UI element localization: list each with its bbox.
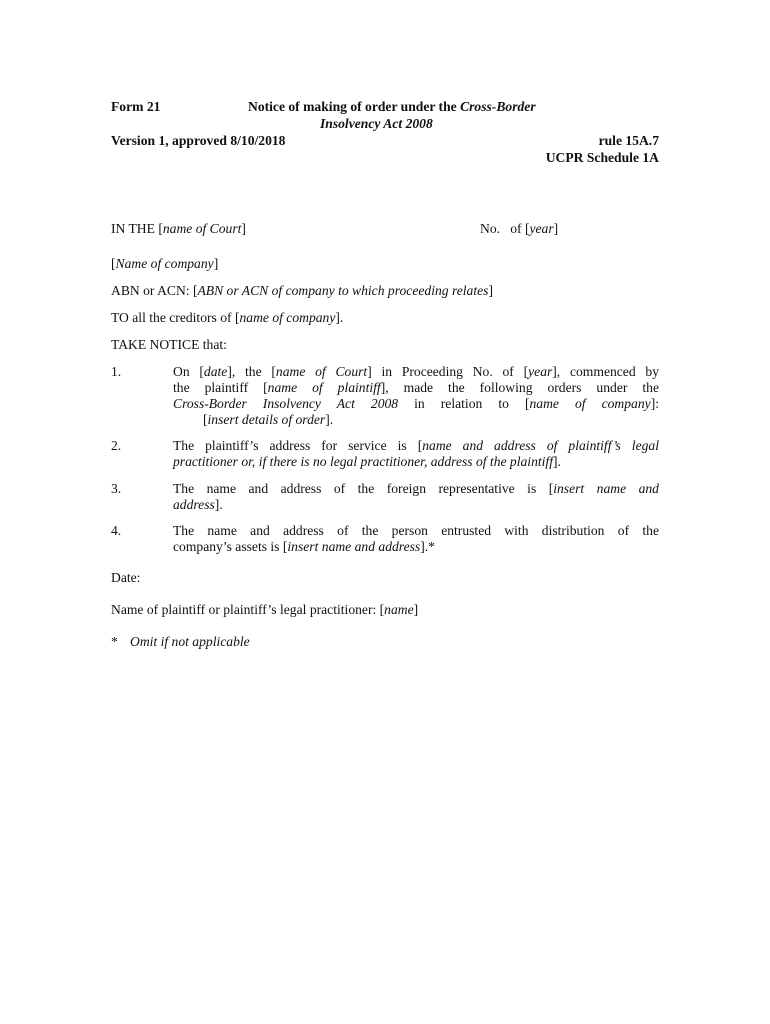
footnote-text: Omit if not applicable <box>130 634 250 649</box>
take-notice-heading: TAKE NOTICE that: <box>111 337 227 352</box>
item-number: 2. <box>111 438 122 453</box>
court-field: IN THE [name of Court] <box>111 221 246 236</box>
form-number: Form 21 <box>111 99 161 114</box>
date-label: Date: <box>111 570 141 585</box>
schedule-reference: UCPR Schedule 1A <box>545 150 659 165</box>
item-number: 4. <box>111 523 122 538</box>
item-number: 1. <box>111 364 122 379</box>
abn-acn-field: ABN or ACN: [ABN or ACN of company to which proceeding relates] <box>111 283 493 298</box>
footnote-marker: * <box>111 634 118 649</box>
item-number: 3. <box>111 481 122 496</box>
rule-reference: rule 15A.7 <box>598 133 659 148</box>
list-item: The plaintiff’s address for service is [name and address of plaintiff’s legal practitioner or, if there is no legal practitioner, address of the plaintiff]. <box>173 438 659 469</box>
list-item: On [date], the [name of Court] in Proceeding No. of [year], commenced by the plaintiff [name of plaintiff], made the following orders under the Cross-Border Insolvency Act 2008 in relation to [name of company]: [insert details of order]. <box>173 364 659 427</box>
to-creditors-line: TO all the creditors of [name of company]. <box>111 310 344 325</box>
signatory-name-field: Name of plaintiff or plaintiff’s legal practitioner: [name] <box>111 602 419 617</box>
version-text: Version 1, approved 8/10/2018 <box>111 133 286 148</box>
list-item: The name and address of the foreign representative is [insert name and address]. <box>173 481 659 512</box>
form-title-line-1: Notice of making of order under the Cross-Border <box>248 99 536 114</box>
proceeding-number-field: No. of [year] <box>480 221 559 236</box>
form-title-line-2: Insolvency Act 2008 <box>320 116 433 131</box>
list-item: The name and address of the person entrusted with distribution of the company’s assets is [insert name and address].* <box>173 523 659 554</box>
company-name-field: [Name of company] <box>111 256 219 271</box>
